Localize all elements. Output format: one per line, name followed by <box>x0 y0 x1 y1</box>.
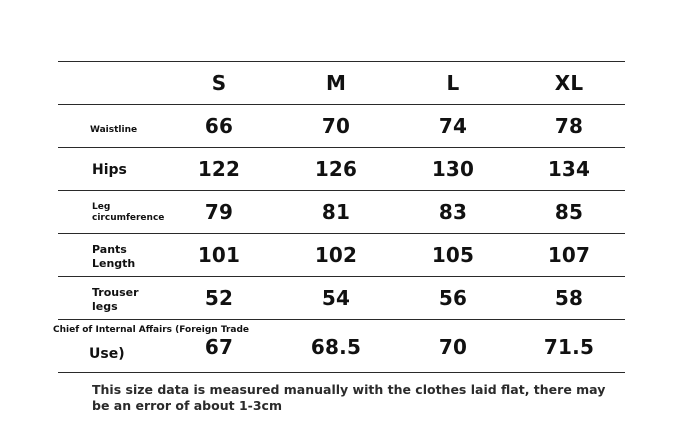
cell-chief-m: 68.5 <box>310 335 362 359</box>
size-chart-table <box>53 61 625 373</box>
header-size-s: S <box>211 71 227 95</box>
row-label-line1: Chief of Internal Affairs (Foreign Trade <box>53 325 250 335</box>
cell-waistline-l: 74 <box>438 114 468 138</box>
cell-trouser-s: 52 <box>204 286 234 310</box>
header-size-l: L <box>446 71 460 95</box>
cell-trouser-xl: 58 <box>554 286 584 310</box>
cell-hips-m: 126 <box>314 157 358 181</box>
row-label-line1: Trouser <box>92 286 139 299</box>
measurement-note: This size data is measured manually with the clothes laid flat, there may be an error of about 1-3cm <box>92 382 606 413</box>
cell-chief-s: 67 <box>204 335 234 359</box>
cell-trouser-l: 56 <box>438 286 468 310</box>
cell-pants-m: 102 <box>314 243 358 267</box>
table-row-pants-length <box>58 234 625 277</box>
cell-waistline-s: 66 <box>204 114 234 138</box>
row-label-line1: Pants <box>92 243 127 256</box>
cell-pants-l: 105 <box>431 243 475 267</box>
row-label-line2: circumference <box>92 213 165 224</box>
row-label-trouser-legs <box>92 286 139 314</box>
cell-leg-l: 83 <box>438 200 468 224</box>
header-size-m: M <box>325 71 347 95</box>
cell-chief-l: 70 <box>438 335 468 359</box>
cell-chief-xl: 71.5 <box>543 335 595 359</box>
cell-trouser-m: 54 <box>321 286 351 310</box>
row-label-line1: Leg <box>92 202 111 212</box>
row-label-line2: Use) <box>89 346 125 362</box>
table-row-trouser-legs <box>58 277 625 320</box>
table-row-hips <box>58 148 625 191</box>
table-header-row <box>58 62 625 105</box>
cell-pants-xl: 107 <box>547 243 591 267</box>
table-row-waistline <box>58 105 625 148</box>
cell-leg-xl: 85 <box>554 200 584 224</box>
row-label-line2: legs <box>92 299 118 313</box>
cell-pants-s: 101 <box>197 243 241 267</box>
table-row-chief-internal-affairs <box>53 320 625 373</box>
cell-waistline-m: 70 <box>321 114 351 138</box>
row-label-leg-circumference <box>92 202 164 225</box>
row-label-pants-length <box>92 243 135 271</box>
cell-hips-s: 122 <box>197 157 241 181</box>
cell-leg-m: 81 <box>321 200 351 224</box>
row-label-waistline: Waistline <box>90 125 138 135</box>
table-row-leg-circumference <box>58 191 625 234</box>
header-size-xl: XL <box>554 71 584 95</box>
cell-waistline-xl: 78 <box>554 114 584 138</box>
cell-hips-l: 130 <box>431 157 475 181</box>
cell-leg-s: 79 <box>204 200 234 224</box>
row-label-hips: Hips <box>92 162 127 178</box>
row-label-line2: Length <box>92 256 136 270</box>
cell-hips-xl: 134 <box>547 157 591 181</box>
